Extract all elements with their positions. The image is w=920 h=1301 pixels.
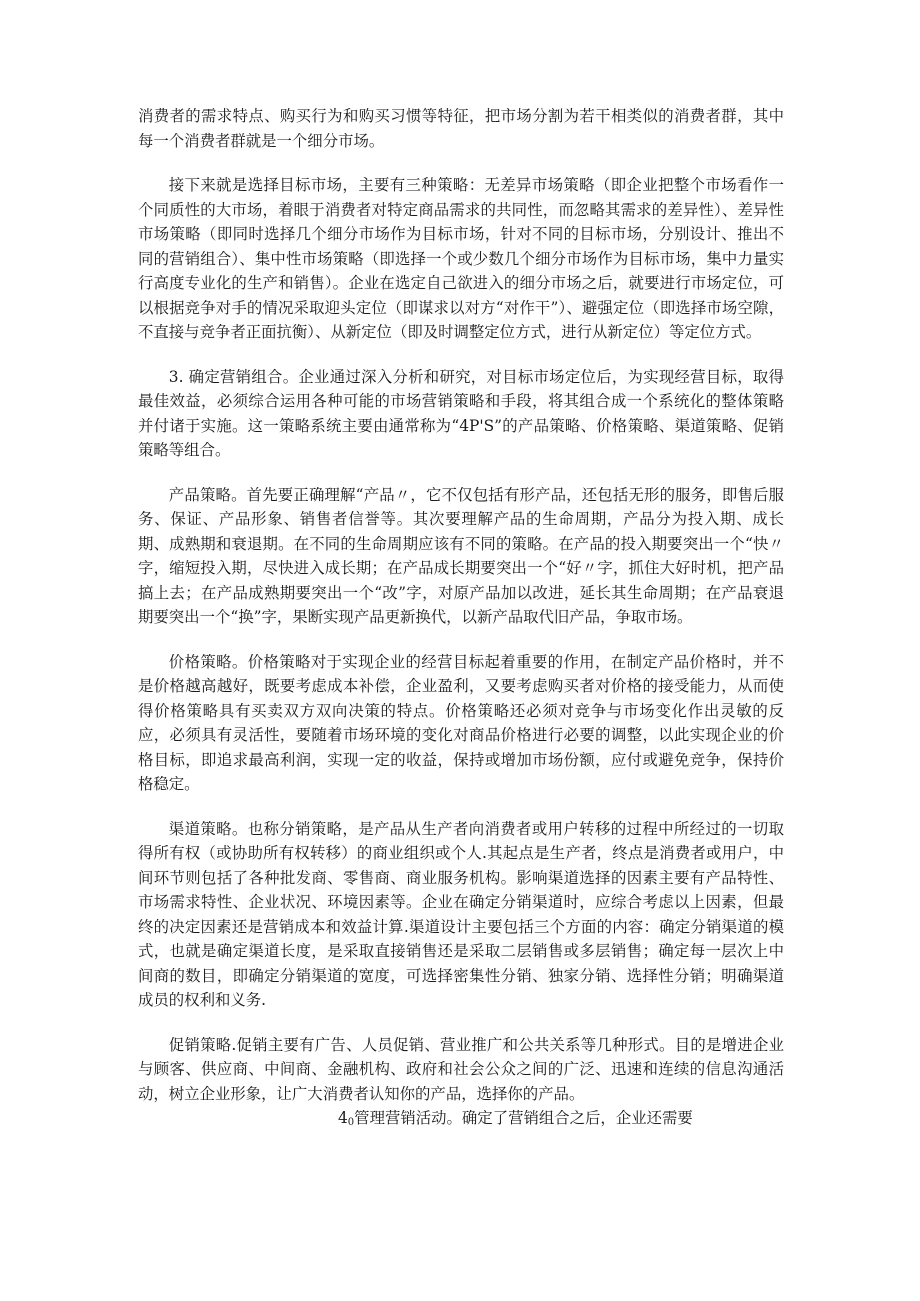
paragraph-price-strategy: 价格策略。价格策略对于实现企业的经营目标起着重要的作用，在制定产品价格时，并不是价格越高越好，既要考虑成本补偿，企业盈利，又要考虑购买者对价格的接受能力，从而使得价格策略具有买卖双方双向决策的特点。价格策略还必须对竞争与市场变化作出灵敏的反应，必须具有灵活性，要随着市场环境的变化对商品价格进行必要的调整，以此实现企业的价格目标，即追求最高利润，实现一定的收益，保持或增加市场份额，应付或避免竞争，保持价格稳定。 bbox=[138, 652, 784, 793]
paragraph-promotion-strategy: 促销策略.促销主要有广告、人员促销、营业推广和公共关系等几种形式。目的是增进企业与顾客、供应商、中间商、金融机构、政府和社会公众之间的广泛、迅速和连续的信息沟通活动，树立企业形象，让广大消费者认知你的产品，选择你的产品。 bbox=[138, 1035, 784, 1103]
paragraph-target-market: 接下来就是选择目标市场，主要有三种策略：无差异市场策略（即企业把整个市场看作一个同质性的大市场，着眼于消费者对特定商品需求的共同性，而忽略其需求的差异性）、差异性市场策略（即同时选择几个细分市场作为目标市场，针对不同的目标市场，分别设计、推出不同的营销组合）、集中性市场策略（即选择一个或少数几个细分市场作为目标市场，集中力量实行高度专业化的生产和销售）。企业在选定自己欲进入的细分市场之后，就要进行市场定位，可以根据竞争对手的情况采取迎头定位（即谋求以对方“对作干”）、避强定位（即选择市场空隙，不直接与竞争者正面抗衡）、从新定位（即及时调整定位方式，进行从新定位）等定位方式。 bbox=[138, 176, 784, 341]
paragraph-channel-strategy: 渠道策略。也称分销策略，是产品从生产者向消费者或用户转移的过程中所经过的一切取得所有权（或协助所有权转移）的商业组织或个人.其起点是生产者，终点是消费者或用户，中间环节则包括了各种批发商、零售商、商业服务机构。影响渠道选择的因素主要有产品特性、市场需求特性、企业状况、环境因素等。企业在确定分销渠道时，应综合考虑以上因素，但最终的决定因素还是营销成本和效益计算.渠道设计主要包括三个方面的内容：确定分销渠道的模式，也就是确定渠道长度，是采取直接销售还是采取二层销售或多层销售；确定每一层次上中间商的数目，即确定分销渠道的宽度，可选择密集性分销、独家分销、选择性分销；明确渠道成员的权利和义务. bbox=[138, 819, 784, 1009]
section-number: 4 bbox=[338, 1109, 348, 1127]
document-body bbox=[138, 104, 784, 1136]
section-number-subscript: 0 bbox=[347, 1117, 355, 1128]
paragraph-product-strategy: 产品策略。首先要正确理解“产品〃，它不仅包括有形产品，还包括无形的服务，即售后服务、保证、产品形象、销售者信誉等。其次要理解产品的生命周期，产品分为投入期、成长期、成熟期和衰退期。在不同的生命周期应该有不同的策略。在产品的投入期要突出一个“快〃字，缩短投入期，尽快进入成长期；在产品成长期要突出一个“好〃字，抓住大好时机，把产品搞上去；在产品成熟期要突出一个“改”字，对原产品加以改进，延长其生命周期；在产品衰退期要突出一个“换”字，果断实现产品更新换代，以新产品取代旧产品，争取市场。 bbox=[138, 485, 784, 626]
paragraph-marketing-mix: 3. 确定营销组合。企业通过深入分析和研究，对目标市场定位后，为实现经营目标，取得最佳效益，必须综合运用各种可能的市场营销策略和手段，将其组合成一个系统化的整体策略并付诸于实施。这一策略系统主要由通常称为“4P'S”的产品策略、价格策略、渠道策略、促销策略等组合。 bbox=[138, 367, 784, 459]
paragraph-market-segmentation: 消费者的需求特点、购买行为和购买习惯等特征，把市场分割为若干相类似的消费者群，其中每一个消费者群就是一个细分市场。 bbox=[138, 107, 784, 150]
section-heading-text: 管理营销活动。确定了营销组合之后，企业还需要 bbox=[354, 1109, 693, 1127]
section-heading-manage-marketing bbox=[138, 1106, 784, 1136]
